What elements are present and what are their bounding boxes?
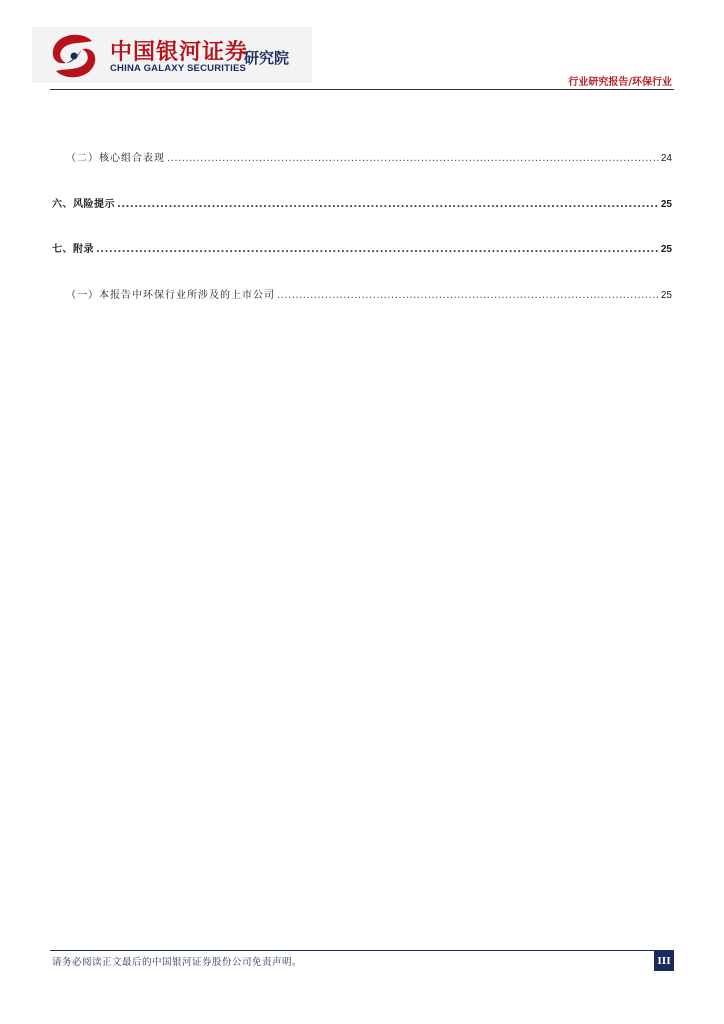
toc-entry-label: （一）本报告中环保行业所涉及的上市公司	[66, 290, 275, 301]
toc-dot-leader	[96, 244, 659, 255]
logo-english-name: CHINA GALAXY SECURITIES	[110, 63, 247, 74]
toc-entry-page: 25	[660, 199, 672, 210]
toc-entry[interactable]	[66, 286, 672, 301]
toc-entry-page: 24	[660, 153, 672, 164]
brand-logo	[32, 27, 312, 83]
page-number-badge: III	[654, 951, 674, 971]
toc-entry-page: 25	[660, 290, 672, 301]
report-type: 行业研究报告/环保行业	[568, 77, 672, 88]
toc-entry[interactable]	[52, 195, 672, 210]
footer-divider	[50, 950, 674, 951]
toc-entry-label: 七、附录	[52, 244, 94, 255]
logo-institute: 研究院	[244, 49, 290, 67]
footer-disclaimer: 请务必阅读正文最后的中国银河证券股份公司免责声明。	[52, 957, 303, 968]
toc-entry-label: （二）核心组合表现	[66, 153, 165, 164]
toc-entry[interactable]	[52, 240, 672, 255]
toc-dot-leader	[117, 199, 659, 210]
toc-entry[interactable]	[66, 149, 672, 164]
logo-chinese-name: 中国银河证券	[110, 40, 249, 65]
galaxy-logo-icon	[48, 33, 100, 79]
toc-entry-page: 25	[660, 244, 672, 255]
toc-entry-label: 六、风险提示	[52, 199, 115, 210]
toc-dot-leader	[277, 290, 659, 301]
toc-dot-leader	[167, 153, 659, 164]
header-divider	[50, 89, 674, 90]
